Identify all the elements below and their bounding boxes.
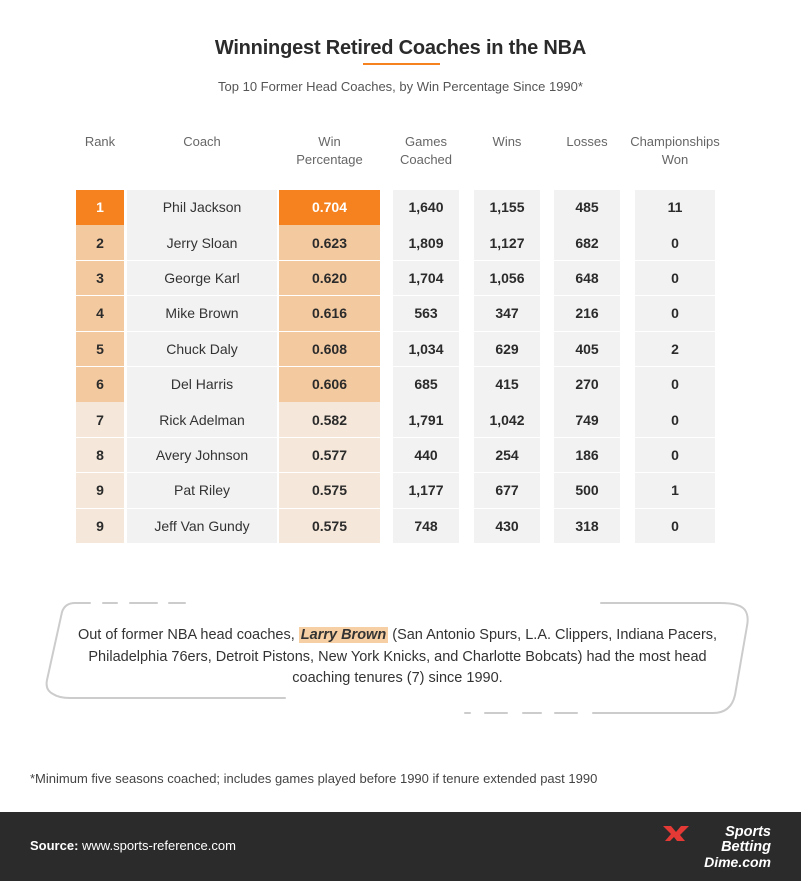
cell-losses: 318 xyxy=(554,509,620,544)
header-win-pct-line2: Percentage xyxy=(296,152,363,167)
cell-win-pct: 0.577 xyxy=(279,438,380,473)
cell-win-pct: 0.575 xyxy=(279,473,380,508)
source-line xyxy=(30,838,236,853)
cell-losses: 216 xyxy=(554,296,620,331)
callout-text-before: Out of former NBA head coaches, xyxy=(77,627,295,643)
cell-losses: 405 xyxy=(554,332,620,367)
cell-losses: 749 xyxy=(554,402,620,437)
cell-games: 563 xyxy=(393,296,459,331)
cell-rank: 9 xyxy=(76,509,124,544)
cell-games: 1,809 xyxy=(393,225,459,260)
cell-champs: 0 xyxy=(635,509,715,544)
cell-champs: 0 xyxy=(635,261,715,296)
cell-win-pct: 0.620 xyxy=(279,261,380,296)
logo-text-line1: Sports xyxy=(725,824,771,840)
header-coach-label: Coach xyxy=(183,134,221,149)
cell-win-pct: 0.623 xyxy=(279,225,380,260)
cell-games: 1,640 xyxy=(393,190,459,225)
cell-coach: Avery Johnson xyxy=(127,438,277,473)
cell-games: 1,704 xyxy=(393,261,459,296)
cell-coach: George Karl xyxy=(127,261,277,296)
cell-rank: 1 xyxy=(76,190,124,225)
header-coach xyxy=(127,133,277,151)
header-games xyxy=(393,133,459,169)
footnote: *Minimum five seasons coached; includes games played before 1990 if tenure extended past 1990 xyxy=(30,771,598,786)
cell-wins: 1,042 xyxy=(474,402,540,437)
cell-win-pct: 0.704 xyxy=(279,190,380,225)
logo-mark-icon xyxy=(663,824,689,842)
cell-rank: 8 xyxy=(76,438,124,473)
cell-champs: 0 xyxy=(635,296,715,331)
cell-rank: 4 xyxy=(76,296,124,331)
cell-rank: 7 xyxy=(76,402,124,437)
cell-champs: 0 xyxy=(635,438,715,473)
footer-bar xyxy=(0,812,801,881)
cell-coach: Del Harris xyxy=(127,367,277,402)
cell-rank: 5 xyxy=(76,332,124,367)
cell-wins: 415 xyxy=(474,367,540,402)
cell-win-pct: 0.575 xyxy=(279,509,380,544)
cell-games: 1,791 xyxy=(393,402,459,437)
header-losses xyxy=(554,133,620,151)
cell-wins: 1,056 xyxy=(474,261,540,296)
cell-games: 748 xyxy=(393,509,459,544)
cell-rank: 9 xyxy=(76,473,124,508)
cell-losses: 270 xyxy=(554,367,620,402)
cell-losses: 682 xyxy=(554,225,620,260)
header-champs-line1: Championships xyxy=(630,134,720,149)
cell-champs: 0 xyxy=(635,367,715,402)
cell-coach: Pat Riley xyxy=(127,473,277,508)
cell-champs: 1 xyxy=(635,473,715,508)
cell-wins: 1,127 xyxy=(474,225,540,260)
cell-wins: 347 xyxy=(474,296,540,331)
cell-games: 440 xyxy=(393,438,459,473)
header-wins-label: Wins xyxy=(492,134,522,149)
logo-text-line3: Dime.com xyxy=(704,854,771,870)
chart-subtitle: Top 10 Former Head Coaches, by Win Percentage Since 1990* xyxy=(218,79,583,94)
cell-coach: Chuck Daly xyxy=(127,332,277,367)
header-champs xyxy=(620,133,730,169)
header-losses-label: Losses xyxy=(566,134,608,149)
sportsbettingdime-logo[interactable] xyxy=(661,822,771,872)
cell-wins: 254 xyxy=(474,438,540,473)
header-win-pct-line1: Win xyxy=(318,134,341,149)
callout-highlight: Larry Brown xyxy=(300,627,387,643)
callout-text-after: (San Antonio Spurs, L.A. Clippers, Indiana Pacers, Philadelphia 76ers, Detroit Pistons, New York Knicks, and Charlotte Bobcats) had the most head coaching tenures (7) since 1990. xyxy=(88,627,718,686)
cell-wins: 1,155 xyxy=(474,190,540,225)
cell-rank: 2 xyxy=(76,225,124,260)
cell-wins: 430 xyxy=(474,509,540,544)
header-games-line2: Coached xyxy=(399,152,453,167)
cell-rank: 3 xyxy=(76,261,124,296)
logo-text-line2: Betting xyxy=(721,839,771,855)
cell-champs: 0 xyxy=(635,225,715,260)
cell-losses: 485 xyxy=(554,190,620,225)
cell-champs: 0 xyxy=(635,402,715,437)
header-rank xyxy=(76,133,124,151)
cell-coach: Jerry Sloan xyxy=(127,225,277,260)
header-games-line1: Games xyxy=(405,134,447,149)
cell-champs: 2 xyxy=(635,332,715,367)
source-label: Source: xyxy=(30,838,79,853)
cell-coach: Phil Jackson xyxy=(127,190,277,225)
cell-games: 1,177 xyxy=(393,473,459,508)
header-wins xyxy=(474,133,540,151)
header-rank-label: Rank xyxy=(84,134,116,149)
cell-rank: 6 xyxy=(76,367,124,402)
cell-losses: 500 xyxy=(554,473,620,508)
source-link[interactable]: www.sports-reference.com xyxy=(82,838,236,853)
cell-coach: Rick Adelman xyxy=(127,402,277,437)
cell-games: 685 xyxy=(393,367,459,402)
cell-champs: 11 xyxy=(635,190,715,225)
cell-losses: 648 xyxy=(554,261,620,296)
cell-coach: Jeff Van Gundy xyxy=(127,509,277,544)
cell-coach: Mike Brown xyxy=(127,296,277,331)
cell-wins: 629 xyxy=(474,332,540,367)
cell-win-pct: 0.616 xyxy=(279,296,380,331)
cell-win-pct: 0.582 xyxy=(279,402,380,437)
title-underline xyxy=(363,63,440,65)
cell-losses: 186 xyxy=(554,438,620,473)
callout-text xyxy=(75,625,720,690)
cell-win-pct: 0.608 xyxy=(279,332,380,367)
header-win-pct xyxy=(279,133,380,169)
callout-box xyxy=(45,600,750,718)
cell-wins: 677 xyxy=(474,473,540,508)
header-champs-line2: Won xyxy=(661,152,689,167)
chart-title: Winningest Retired Coaches in the NBA xyxy=(214,37,587,59)
cell-games: 1,034 xyxy=(393,332,459,367)
cell-win-pct: 0.606 xyxy=(279,367,380,402)
